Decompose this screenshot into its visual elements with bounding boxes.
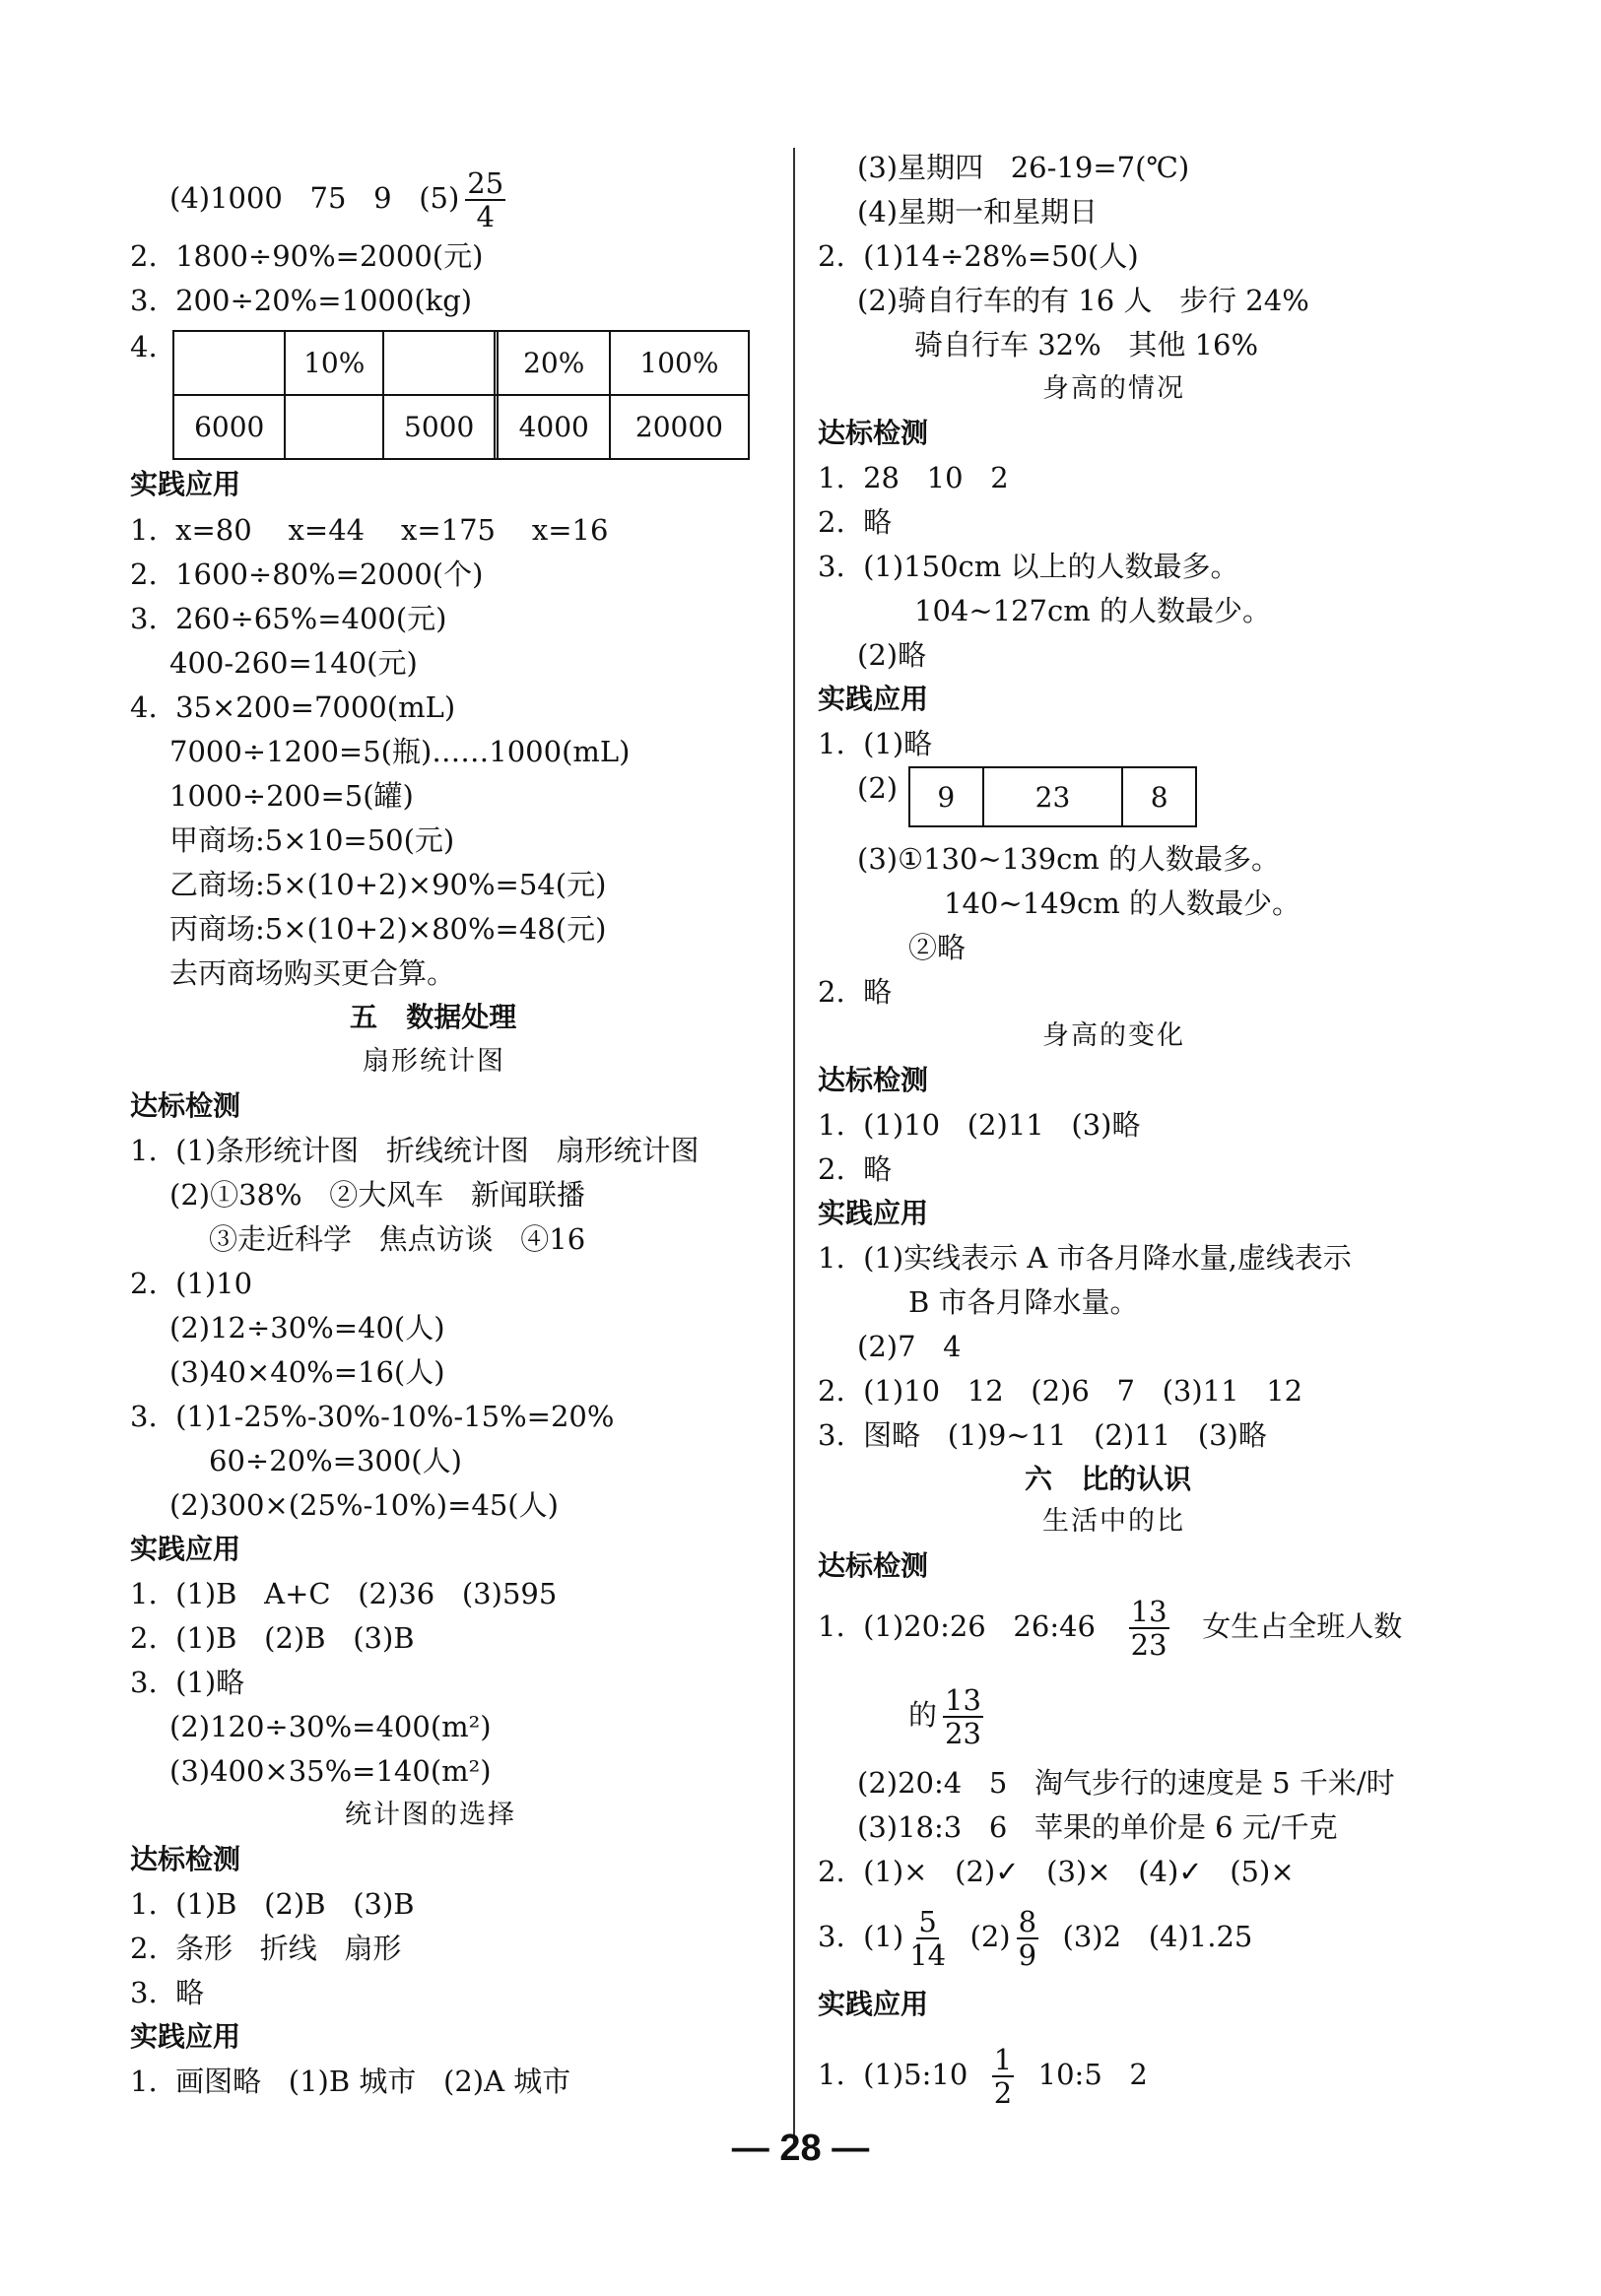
section-heading: 达标检测 (818, 417, 929, 449)
chapter-title: 六 比的认识 (1025, 1463, 1192, 1495)
answer-line: 骑自行车 32% 其他 16% (914, 328, 1259, 361)
answer-line: (3)①130~139cm 的人数最多。 (857, 842, 1281, 876)
answer-line: 1. (1)条形统计图 折线统计图 扇形统计图 (130, 1134, 700, 1167)
answer-line: (3)400×35%=140(m²) (169, 1754, 492, 1788)
answer-line: 3. (1)1-25%-30%-10%-15%=20% (130, 1400, 615, 1433)
fraction: $\frac{1}{2}$ (993, 2043, 1013, 2110)
answer-line: 甲商场:5×10=50(元) (169, 823, 455, 857)
section-heading: 实践应用 (130, 1533, 241, 1565)
answer-line: ②略 (908, 931, 967, 964)
answer-line: 3. (1)略 (130, 1666, 245, 1699)
section-title: 统计图的选择 (345, 1800, 516, 1830)
column-divider (793, 148, 795, 2147)
answer-line: (2)7 4 (857, 1330, 962, 1363)
answer-line: (4)星期一和星期日 (857, 195, 1099, 229)
answer-line: 4. 35×200=7000(mL) (130, 690, 456, 724)
answer-line: (3)18:3 6 苹果的单价是 6 元/千克 (857, 1810, 1338, 1844)
answer-table (172, 330, 750, 460)
answer-line: 2. 条形 折线 扇形 (130, 1932, 402, 1965)
answer-line: 2. 略 (818, 1152, 893, 1186)
answer-line: 1. (1)B (2)B (3)B (130, 1887, 415, 1921)
answer-line: 140~149cm 的人数最少。 (944, 886, 1301, 920)
table-cell: 9 (909, 767, 983, 826)
table-cell: 8 (1122, 767, 1196, 826)
answer-line: 1. (1)10 (2)11 (3)略 (818, 1108, 1141, 1142)
answer-line: 3. 略 (130, 1976, 205, 2009)
answer-line: 3. 图略 (1)9~11 (2)11 (3)略 (818, 1418, 1267, 1452)
answer-line: (2)12÷30%=40(人) (169, 1311, 445, 1345)
answer-line: 的 $\frac{13}{23}$ (908, 1683, 981, 1750)
table-cell: 10% (285, 331, 382, 395)
answer-line: (2)略 (857, 638, 927, 672)
answer-line: 2. (1)14÷28%=50(人) (818, 239, 1139, 273)
section-heading: 实践应用 (130, 2020, 241, 2053)
section-heading: 达标检测 (818, 1064, 929, 1096)
answer-line: (4)1000 75 9 (5) $\frac{25}{4}$ (169, 166, 504, 233)
section-heading: 达标检测 (818, 1549, 929, 1582)
section-heading: 达标检测 (130, 1843, 241, 1875)
section-title: 生活中的比 (1042, 1506, 1185, 1537)
chapter-title: 五 数据处理 (350, 1001, 517, 1033)
table-cell: 100% (610, 331, 749, 395)
answer-label: 4. (130, 330, 158, 363)
answer-line: 3. 200÷20%=1000(kg) (130, 284, 473, 317)
answer-line: 1. x=80 x=44 x=175 x=16 (130, 513, 609, 547)
table-cell: 23 (983, 767, 1123, 826)
table-cell (173, 331, 285, 395)
answer-line: 2. 1800÷90%=2000(元) (130, 239, 484, 273)
section-heading: 实践应用 (818, 683, 929, 715)
fraction: $\frac{5}{14}$ (909, 1905, 947, 1972)
answer-line: 3. 260÷65%=400(元) (130, 602, 447, 635)
section-heading: 达标检测 (130, 1089, 241, 1122)
answer-line: 2. 略 (818, 975, 893, 1009)
answer-line: 1. (1)20:26 26:46 $\frac{13}{23}$ 女生占全班人数 (818, 1595, 1403, 1662)
section-heading: 实践应用 (818, 1197, 929, 1229)
table-cell: 5000 (383, 395, 495, 459)
answer-line: 丙商场:5×(10+2)×80%=48(元) (169, 912, 607, 946)
answer-line: 1. (1)实线表示 A 市各月降水量,虚线表示 (818, 1241, 1352, 1275)
answer-line: 1. (1)B A+C (2)36 (3)595 (130, 1577, 558, 1610)
answer-line: (2)300×(25%-10%)=45(人) (169, 1488, 559, 1522)
fraction: $\frac{13}{23}$ (945, 1683, 981, 1750)
section-heading: 实践应用 (818, 1988, 929, 2020)
answer-line: 104~127cm 的人数最少。 (914, 594, 1271, 627)
answer-label: (2) (857, 771, 899, 805)
answer-line: 2. (1)10 12 (2)6 7 (3)11 12 (818, 1374, 1303, 1408)
answer-line: (2)骑自行车的有 16 人 步行 24% (857, 284, 1309, 317)
fraction: $\frac{8}{9}$ (1018, 1905, 1037, 1972)
section-title: 身高的情况 (1042, 373, 1185, 404)
answer-line: 400-260=140(元) (169, 646, 418, 680)
table-cell: 6000 (173, 395, 285, 459)
answer-line: (3)星期四 26-19=7(℃) (857, 151, 1190, 184)
answer-line: 7000÷1200=5(瓶)……1000(mL) (169, 735, 631, 768)
section-title: 身高的变化 (1042, 1020, 1185, 1051)
answer-table (908, 766, 1197, 827)
answer-line: ③走近科学 焦点访谈 ④16 (209, 1222, 586, 1256)
answer-line: 1. 28 10 2 (818, 461, 1009, 494)
answer-line: 1. (1)略 (818, 727, 933, 760)
answer-line: (2)①38% ②大风车 新闻联播 (169, 1178, 585, 1212)
answer-line: 3. (1)150cm 以上的人数最多。 (818, 550, 1239, 583)
answer-line: 1000÷200=5(罐) (169, 779, 414, 813)
answer-line: 2. (1)10 (130, 1267, 253, 1300)
answer-line: 1. (1)5:10 $\frac{1}{2}$ 10:5 2 (818, 2043, 1148, 2110)
answer-line: 2. (1)B (2)B (3)B (130, 1621, 415, 1655)
table-cell: 4000 (498, 395, 609, 459)
answer-line: 2. 略 (818, 505, 893, 539)
section-heading: 实践应用 (130, 468, 241, 500)
answer-line: 1. 画图略 (1)B 城市 (2)A 城市 (130, 2065, 571, 2098)
table-cell (285, 395, 382, 459)
fraction: $\frac{13}{23}$ (1130, 1595, 1167, 1662)
answer-line: (2)20:4 5 淘气步行的速度是 5 千米/时 (857, 1766, 1395, 1800)
page-number: — 28 — (731, 2128, 870, 2169)
answer-line: 3. (1) $\frac{5}{14}$ (2) $\frac{8}{9}$ (3)2 (4)1.25 (818, 1905, 1253, 1972)
table-cell (383, 331, 495, 395)
answer-line: 60÷20%=300(人) (209, 1444, 462, 1477)
answer-line: (3)40×40%=16(人) (169, 1355, 445, 1389)
answer-line: 2. (1)× (2)✓ (3)× (4)✓ (5)× (818, 1855, 1295, 1888)
section-title: 扇形统计图 (363, 1046, 505, 1077)
table-cell: 20% (498, 331, 609, 395)
fraction: $\frac{25}{4}$ (467, 166, 504, 233)
answer-line: 乙商场:5×(10+2)×90%=54(元) (169, 868, 607, 901)
answer-line: 去丙商场购买更合算。 (169, 956, 456, 990)
answer-line: B 市各月降水量。 (908, 1285, 1139, 1319)
answer-line: 2. 1600÷80%=2000(个) (130, 558, 484, 591)
table-cell: 20000 (610, 395, 749, 459)
answer-line: (2)120÷30%=400(m²) (169, 1710, 492, 1743)
